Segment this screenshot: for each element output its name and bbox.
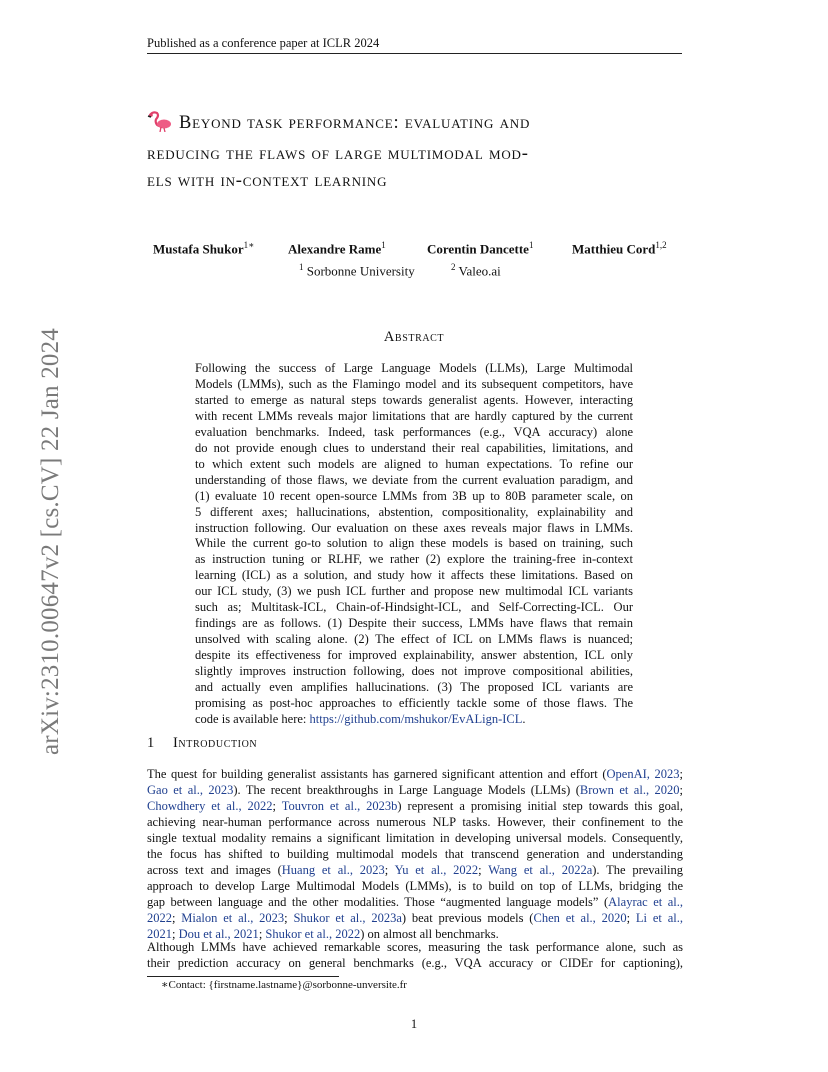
text-run: The quest for building generalist assistants has garnered significant attention and effort ( bbox=[147, 767, 607, 781]
author: Mustafa Shukor$^{1∗}$ bbox=[153, 240, 255, 257]
footnote: ∗Contact: {firstname.lastname}@sorbonne-unversite.fr bbox=[161, 979, 407, 991]
abstract-heading: Abstract bbox=[383, 329, 445, 345]
paragraph-line bbox=[147, 895, 683, 911]
abstract-line: Models (LMMs), such as the Flamingo model and its subsequent competitors, have bbox=[195, 376, 633, 391]
text-run: gap between language and the other modalities. Those “augmented language models” ( bbox=[147, 894, 609, 909]
author: Corentin Dancette$^1$ bbox=[427, 240, 534, 257]
paragraph-line bbox=[147, 911, 683, 927]
abstract-line: 5 different axes; hallucinations, abstention, compositionality, explainability and bbox=[195, 504, 633, 519]
citation-link[interactable]: Wang et al., 2022a bbox=[488, 862, 593, 877]
text-run: ) represent a promising initial step towards this goal, bbox=[397, 798, 684, 813]
abstract-line: as instruction tuning or RLHF, we rather (2) explore the training-free in-context bbox=[195, 552, 633, 567]
citation-link[interactable]: Mialon et al., 2023 bbox=[181, 910, 285, 925]
citation-link[interactable]: Chen et al., 2020 bbox=[533, 910, 627, 925]
header-rule bbox=[147, 53, 682, 54]
citation-link[interactable]: 2022 bbox=[147, 910, 172, 925]
abstract-line: code is available here: https://github.com/mshukor/EvALign-ICL. bbox=[195, 711, 526, 726]
text-run: ; bbox=[284, 910, 294, 925]
abstract-line: our ICL study, (3) we push ICL further and propose new multimodal ICL variants bbox=[195, 584, 633, 599]
section-number: 1 bbox=[147, 735, 155, 751]
abstract-body bbox=[195, 361, 633, 728]
paper-title bbox=[147, 110, 687, 195]
title-line bbox=[147, 110, 687, 141]
citation-link[interactable]: Alayrac et al., bbox=[608, 894, 683, 909]
paragraph-line bbox=[147, 847, 683, 863]
citation-link[interactable]: OpenAI, 2023 bbox=[606, 767, 680, 781]
text-run: ; bbox=[384, 862, 395, 877]
abstract-line: with recent LMMs reveals major limitations that are hardly captured by the current bbox=[195, 408, 633, 423]
text-run: ). The prevailing bbox=[592, 862, 684, 877]
text-run: ; bbox=[172, 926, 179, 941]
paragraph-line bbox=[147, 815, 683, 831]
paragraph-line bbox=[147, 863, 683, 879]
abstract-line: understanding of those flaws, we deviate from the current evaluation paradigm, and bbox=[195, 472, 633, 487]
section-heading bbox=[147, 735, 257, 752]
citation-link[interactable]: Touvron et al., 2023b bbox=[281, 798, 398, 813]
text-run: ; bbox=[258, 926, 266, 941]
citation-link[interactable]: Chowdhery et al., 2022 bbox=[147, 798, 273, 813]
citation-link[interactable]: Shukor et al., 2022 bbox=[265, 926, 361, 941]
author: Matthieu Cord$^{1,2}$ bbox=[572, 240, 667, 257]
section-title: Introduction bbox=[173, 735, 258, 751]
text-run: the focus has shifted to building multimodal models that transcend generation and understanding bbox=[147, 846, 683, 861]
title-line: els with in-context learning bbox=[147, 171, 388, 191]
abstract-line: learning (ICL) as a solution, and study how it affects these limitations. Based on bbox=[195, 568, 633, 583]
abstract-line: instruction following. Our evaluation on these axes reveals major flaws in LMMs. bbox=[195, 520, 633, 535]
code-link[interactable]: https://github.com/mshukor/EvALign-ICL bbox=[309, 711, 523, 726]
text-run: ; bbox=[679, 767, 683, 781]
text-run: approach to develop Large Multimodal Models (LMMs), is to build on top of LLMs, bridging the bbox=[147, 878, 683, 893]
running-head: Published as a conference paper at ICLR 2024 bbox=[147, 36, 380, 50]
paragraph-line bbox=[147, 831, 683, 847]
text-run: ; bbox=[478, 862, 489, 877]
abstract-line: promising as post-hoc approaches to efficiently tackle some of those flaws. The bbox=[195, 696, 633, 711]
abstract-line: started to emerge as natural steps towards generalist agents. However, interacting bbox=[195, 392, 633, 407]
intro-paragraph bbox=[147, 767, 683, 942]
paragraph-line bbox=[147, 783, 683, 799]
intro-paragraph bbox=[147, 940, 683, 972]
abstract-line: to which extent such models are aligned to human expectations. To refine our bbox=[195, 456, 633, 471]
citation-link[interactable]: Shukor et al., 2023a bbox=[293, 910, 402, 925]
paragraph-line bbox=[147, 879, 683, 895]
abstract-line: slightly improves instruction following, does not improve compositional abilities, bbox=[195, 664, 633, 679]
citation-link[interactable]: Dou et al., 2021 bbox=[178, 926, 259, 941]
citation-link[interactable]: Huang et al., 2023 bbox=[281, 862, 385, 877]
paragraph-line: their prediction accuracy on general benchmarks (e.g., VQA accuracy or CIDEr for captioning), bbox=[147, 955, 683, 970]
text-run: ) on almost all benchmarks. bbox=[360, 926, 499, 941]
text-run: ; bbox=[679, 782, 683, 797]
citation-link[interactable]: Brown et al., 2020 bbox=[579, 782, 680, 797]
abstract-line: While the current go-to solution to align these models is based on training, such bbox=[195, 536, 633, 551]
paragraph-line bbox=[147, 767, 683, 783]
text-run: single textual modality remains a significant limitation in developing universal models. Consequently, bbox=[147, 830, 683, 845]
affiliation: $^1$ Sorbonne University bbox=[299, 262, 415, 279]
flamingo-icon bbox=[147, 110, 173, 141]
affiliation: $^2$ Valeo.ai bbox=[451, 262, 501, 279]
text-run: achieving near-human performance across numerous NLP tasks. However, their confinement to the bbox=[147, 814, 683, 829]
citation-link[interactable]: Yu et al., 2022 bbox=[394, 862, 479, 877]
text-run: ; bbox=[272, 798, 282, 813]
text-run: ) beat previous models ( bbox=[401, 910, 534, 925]
abstract-line: (1) evaluate 10 recent open-source LMMs from 3B up to 80B parameter scale, on bbox=[195, 488, 633, 503]
abstract-line: such as; Multitask-ICL, Chain-of-Hindsight-ICL, and Self-Correcting-ICL. Our bbox=[195, 600, 633, 615]
arxiv-identifier[interactable]: arXiv:2310.00647v2 [cs.CV] 22 Jan 2024 bbox=[37, 328, 64, 755]
author: Alexandre Rame$^1$ bbox=[288, 240, 386, 257]
abstract-line: despite its effectiveness for improved explainability, answer abstention, ICL only bbox=[195, 648, 633, 663]
text-run: ). The recent breakthroughs in Large Language Models (LLMs) ( bbox=[233, 782, 580, 797]
citation-link[interactable]: 2021 bbox=[147, 926, 172, 941]
paragraph-line bbox=[147, 799, 683, 815]
text-run: ; bbox=[626, 910, 636, 925]
footnote-rule bbox=[147, 976, 339, 977]
abstract-line: findings are as follows. (1) Despite their success, LMMs have flaws that remain bbox=[195, 616, 633, 631]
text-run: ; bbox=[172, 910, 182, 925]
abstract-line: Following the success of Large Language Models (LLMs), Large Multimodal bbox=[195, 361, 633, 375]
citation-link[interactable]: Gao et al., 2023 bbox=[147, 782, 234, 797]
title-line: reducing the flaws of large multimodal mod- bbox=[147, 144, 529, 164]
page-number: 1 bbox=[410, 1017, 418, 1031]
text-run: across text and images ( bbox=[147, 862, 282, 877]
citation-link[interactable]: Li et al., bbox=[635, 910, 683, 925]
abstract-line: do not provide enough clues to understand their real capabilities, limitations, and bbox=[195, 440, 633, 455]
paragraph-line: Although LMMs have achieved remarkable scores, measuring the task performance alone, such as bbox=[147, 940, 683, 954]
abstract-line: and actually even amplifies hallucinations. (3) The proposed ICL variants are bbox=[195, 680, 633, 695]
title-text-1: Beyond task performance: evaluating and bbox=[179, 113, 531, 133]
abstract-line: evaluation benchmarks. Indeed, task performances (e.g., VQA accuracy) alone bbox=[195, 424, 633, 439]
abstract-line: unsolved with scaling alone. (2) The effect of ICL on LMMs flaws is nuanced; bbox=[195, 632, 633, 647]
